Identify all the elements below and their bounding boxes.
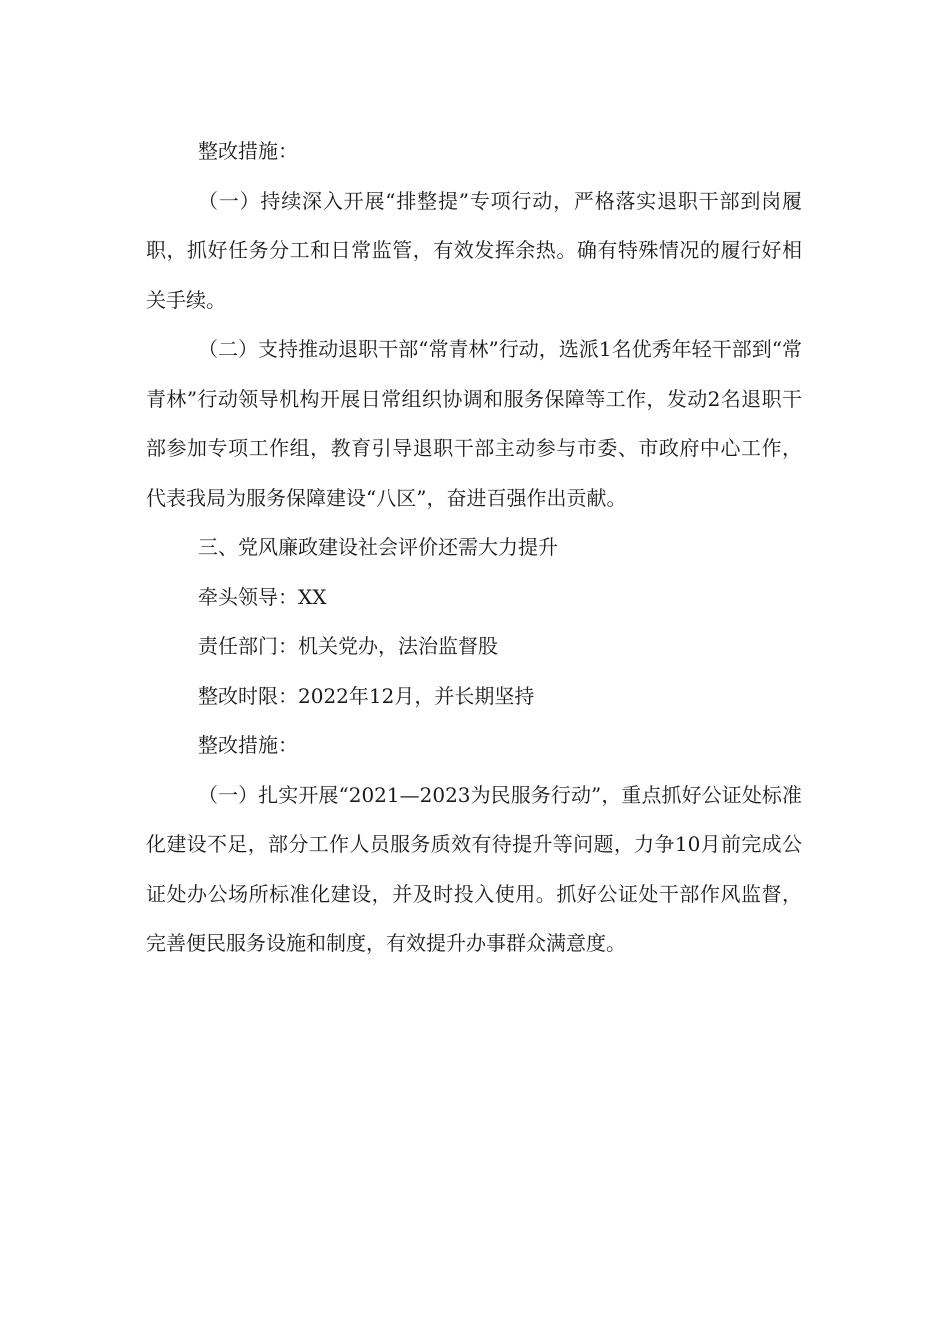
measure-paragraph-2: （二）支持推动退职干部“常青林”行动，选派1名优秀年轻干部到“常青林”行动领导机构开展日常组织协调和服务保障等工作，发动2名退职干部参加专项工作组，教育引导退职干部主动参与市委、市政府中心工作，代表我局为服务保障建设“八区”，奋进百强作出贡献。 [146,337,802,510]
lead-leader: 牵头领导：XX [198,584,327,609]
measures-label-2: 整改措施： [198,733,298,757]
rectification-deadline: 整改时限：2022年12月，并长期坚持 [198,683,535,708]
measure-paragraph-3: （一）扎实开展“2021—2023为民服务行动”，重点抓好公证处标准化建设不足，部分工作人员服务质效有待提升等问题，力争10月前完成公证处办公场所标准化建设，并及时投入使用。抓好公证处干部作风监督，完善便民服务设施和制度，有效提升办事群众满意度。 [146,782,802,955]
responsible-department: 责任部门：机关党办，法治监督股 [198,634,498,658]
measure-paragraph-1: （一）持续深入开展“排整提”专项行动，严格落实退职干部到岗履职，抓好任务分工和日常监管，有效发挥余热。确有特殊情况的履行好相关手续。 [146,188,802,312]
document-page [146,127,802,969]
section-heading-3: 三、党风廉政建设社会评价还需大力提升 [198,535,558,559]
measures-label-1: 整改措施： [198,139,298,163]
